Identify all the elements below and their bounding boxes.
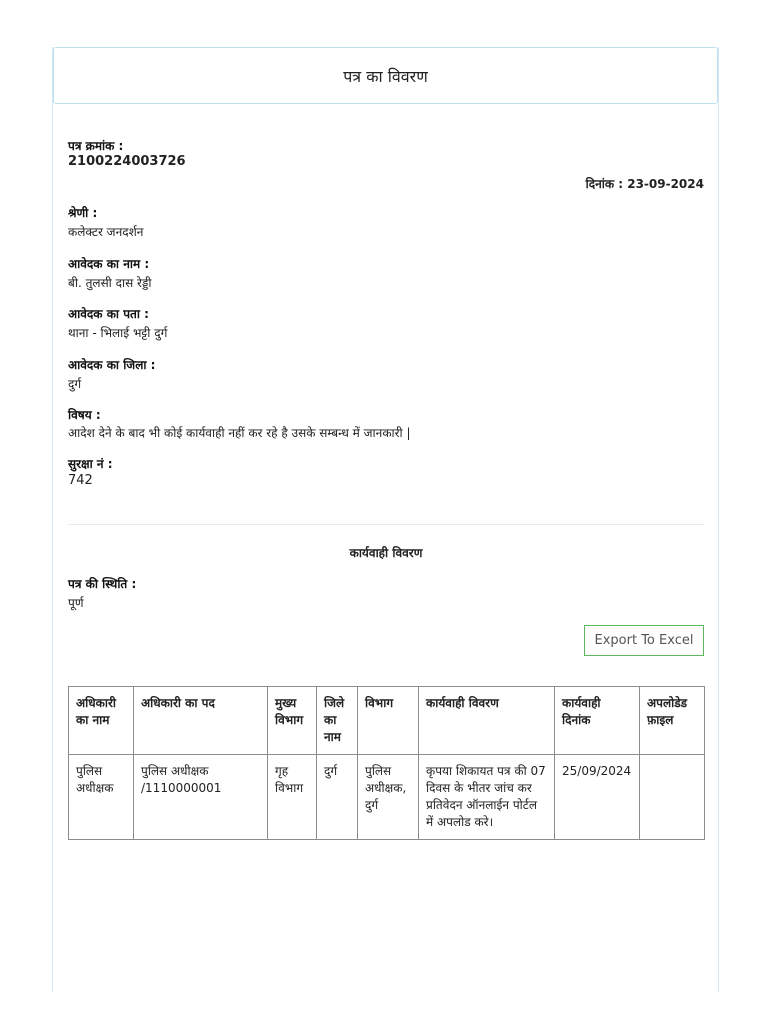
letter-detail-panel	[52, 47, 719, 992]
applicant-address-label: आवेदक का पता :	[68, 307, 149, 321]
column-header: कार्यवाही विवरण	[419, 687, 555, 755]
column-header: अधिकारी का पद	[134, 687, 268, 755]
action-table	[68, 686, 705, 840]
export-to-excel-button[interactable]: Export To Excel	[584, 625, 704, 656]
column-header: कार्यवाही दिनांक	[555, 687, 640, 755]
letter-status-value: पूर्ण	[68, 596, 84, 610]
column-header: विभाग	[358, 687, 419, 755]
letter-date: दिनांक : 23-09-2024	[585, 177, 704, 191]
table-cell: पुलिस अधीक्षक	[69, 755, 134, 840]
table-cell: कृपया शिकायत पत्र की 07 दिवस के भीतर जांच कर प्रतिवेदन ऑनलाईन पोर्टल में अपलोड करे।	[419, 755, 555, 840]
security-number-label: सुरक्षा नं :	[68, 457, 113, 471]
column-header: अपलोडेड फ़ाइल	[640, 687, 705, 755]
table-cell: पुलिस अधीक्षक, दुर्ग	[358, 755, 419, 840]
category-value: कलेक्टर जनदर्शन	[68, 225, 144, 239]
page-title: पत्र का विवरण	[53, 47, 718, 104]
subject-label: विषय :	[68, 408, 101, 422]
letter-status-label: पत्र की स्थिति :	[68, 577, 137, 591]
section-divider	[68, 524, 704, 525]
letter-number-label: पत्र क्रमांक :	[68, 139, 124, 153]
subject-value: आदेश देने के बाद भी कोई कार्यवाही नहीं कर रहे है उसके सम्बन्ध में जानकारी |	[68, 426, 411, 440]
uploaded-file-cell[interactable]	[640, 755, 705, 840]
table-cell: पुलिस अधीक्षक /1110000001	[134, 755, 268, 840]
column-header: अधिकारी का नाम	[69, 687, 134, 755]
category-label: श्रेणी :	[68, 206, 98, 220]
table-header-row	[69, 687, 705, 755]
letter-number-value: 2100224003726	[68, 154, 186, 169]
applicant-district-value: दुर्ग	[68, 377, 82, 391]
applicant-name-value: बी. तुलसी दास रेड्डी	[68, 276, 152, 290]
applicant-address-value: थाना - भिलाई भट्टी दुर्ग	[68, 326, 168, 340]
table-cell: दुर्ग	[317, 755, 358, 840]
applicant-name-label: आवेदक का नाम :	[68, 257, 150, 271]
table-cell: 25/09/2024	[555, 755, 640, 840]
column-header: मुख्य विभाग	[268, 687, 317, 755]
column-header: जिले का नाम	[317, 687, 358, 755]
action-section-title: कार्यवाही विवरण	[349, 546, 423, 560]
table-row	[69, 755, 705, 840]
applicant-district-label: आवेदक का जिला :	[68, 358, 156, 372]
table-cell: गृह विभाग	[268, 755, 317, 840]
security-number-value: 742	[68, 473, 93, 488]
